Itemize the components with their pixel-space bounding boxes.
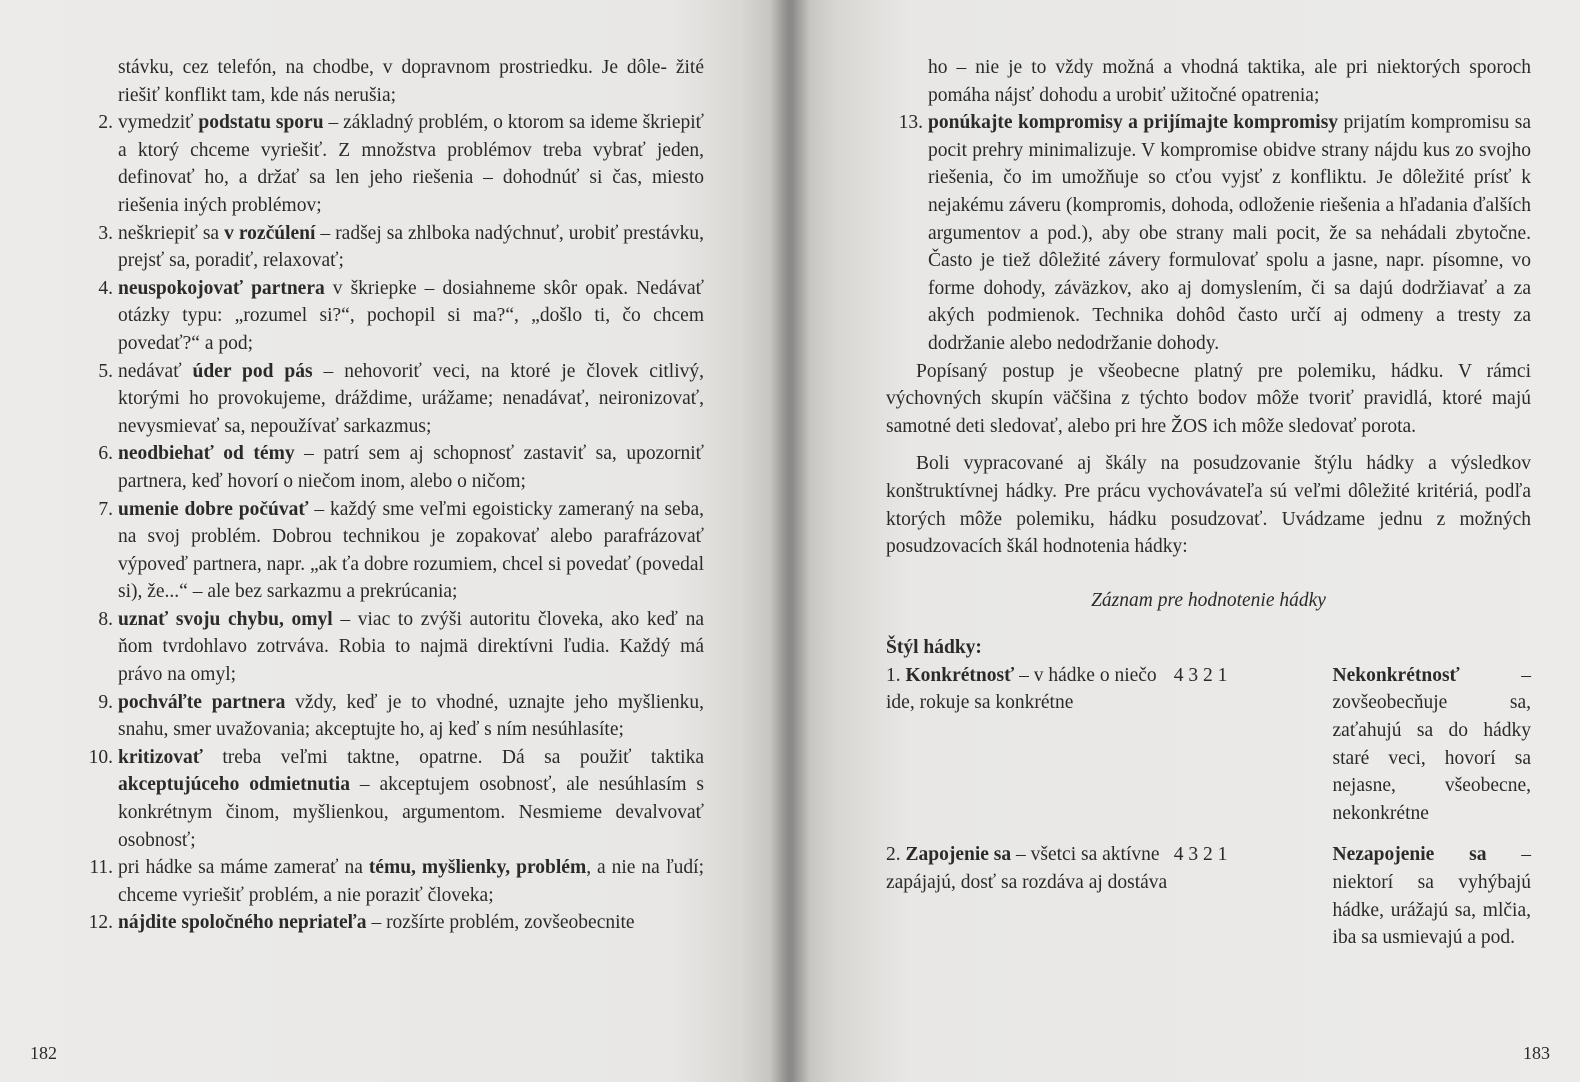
item-content [928,109,1531,357]
item-text: treba veľmi taktne, opatrne. Dá sa použiť taktika [202,746,704,768]
item-text: vždy, keď je to vhodné, uznajte jeho myšlienku, snahu, smer uvažovania; akceptujte ho, aj keď s ním nesúhlasíte; [118,691,704,741]
scale-number: 1. [886,664,901,686]
item-text: nedávať [118,360,193,382]
scale-values: 4 3 2 1 [1173,844,1228,866]
item-number: 8. [98,608,113,630]
item-bold: kritizovať [118,746,203,768]
intro-line-2: žité riešiť konflikt tam, kde nás nerušia; [118,57,704,106]
item-content [118,358,704,441]
list-item [76,909,704,937]
item-text: – základný problém, o ktorom sa ideme škriepiť a ktorý chceme vyriešiť. Z množstva problémov treba vybrať jeden, definovať ho, a držať sa len jeho riešenia – dohodnúť si čas, miesto riešenia iných problémov; [118,112,705,216]
book-gutter [770,0,810,1082]
scale-number: 2. [886,844,901,866]
item-number: 9. [98,691,113,713]
item-text: – rozšírte problém, zovšeobecnite [366,912,635,934]
item-bold: tému, myšlienky, problém [368,857,587,879]
item-bold: podstatu sporu [198,112,324,134]
list-item [76,358,704,441]
item-text: prijatím kompromisu sa pocit prehry minimalizuje. V kompromise obidve strany nájdu kus zo svojho riešenia, čo im umožňuje so cťou vyjsť z konfliktu. Je dôležité prísť k nejakému záveru (kompromis, dohoda, odloženie riešenia a hľadania ďalších argumentov a pod.), aby obe strany mali pocit, že sa nehádali zbytočne. Často je tiež dôležité závery formulovať spolu a jasne, napr. písomne, vo forme dohody, záväzkov, ako aj domyslením, či sa dajú dodržiavať a za akých podmienok. Technika dohôd často určí aj odmeny a tresty za dodržanie alebo nedodržanie dohody. [928,112,1531,354]
item-text: – nehovoriť veci, na ktoré je človek citlivý, ktorými ho provokujeme, dráždime, urážame; nenadávať, neironizovať, nevysmievať sa, nepoužívať sarkazmus; [118,360,704,437]
item-number: 2. [98,112,113,134]
left-page-text [76,54,704,937]
item-number: 4. [98,277,113,299]
list-item [76,744,704,854]
item-content [118,496,704,606]
list-item [76,220,704,275]
item-text: vymedziť [118,112,199,134]
list-item [76,109,704,219]
list-item [76,689,704,744]
list-item-13 [886,109,1531,357]
scale-right-text: – zovšeobecňuje sa, zaťahujú sa do hádky staré veci, hovorí sa nejasne, všeobecne, nekonkrétne [1332,664,1531,824]
scale-right-text: – niektorí sa vyhýbajú hádke, urážajú sa, mlčia, iba sa usmievajú a pod. [1332,844,1531,949]
scale-right-bold: Nekonkrétnosť [1332,664,1460,686]
item-text: – radšej sa zhlboka nadýchnuť, urobiť prestávku, prejsť sa, poradiť, relaxovať; [118,222,704,272]
list-item [76,854,704,909]
item-text: v škriepke – dosiahneme skôr opak. Nedávať otázky typu: „rozumel si?“, pochopil si ma?“, „došlo ti, čo chcem povedať?“ a pod; [118,277,704,354]
item-number: 6. [98,443,113,465]
item-content [118,440,704,495]
item-number: 10. [88,746,113,768]
item-bold: v rozčúlení [224,222,316,244]
item-content [118,275,704,358]
scale-row [886,841,1531,951]
item-text: neškriepiť sa [118,222,225,244]
intro-line-1: stávku, cez telefón, na chodbe, v dopravnom prostriedku. Je dôle- [118,57,667,78]
scale-left-criterion [886,662,1174,828]
item-text: pri hádke sa máme zamerať na [118,857,369,879]
item-bold: neodbiehať od témy [118,443,295,465]
item-content [118,689,704,744]
scale-title: Štýl hádky: [886,637,982,659]
item-content [118,854,704,909]
list-item [76,275,704,358]
paragraph-1: Popísaný postup je všeobecne platný pre polemiku, hádku. V rámci výchovných skupín väčšina z týchto bodov môže tvoriť pravidlá, ktoré majú samotné deti sledovať, alebo pri hre ŽOS ich môže sledovať porota. [886,360,1531,437]
rules-list [76,109,704,937]
scale-left-criterion [886,841,1174,951]
item-number: 5. [98,360,113,382]
item-content [118,909,704,937]
right-page-text [886,54,1531,966]
item-content [118,744,704,854]
list-item [76,606,704,689]
item-bold: pochváľte partnera [118,691,286,713]
list-item [76,440,704,495]
page-number-right: 183 [1523,1043,1550,1063]
item-text: – viac to zvýši autoritu človeka, ako keď na ňom tvrdohlavo zotrváva. Robia to najmä direktívni ľudia. Každý má právo na omyl; [118,608,704,686]
right-page [790,0,1580,1082]
rating-scales [886,662,1531,952]
intro-text [76,54,704,109]
item-text: – akceptujem osobnosť, ale nesúhlasím s konkrétnym činom, myšlienkou, argumentom. Nesmieme devalvovať osobnosť; [118,774,704,851]
item-bold: úder pod pás [192,360,313,382]
page-number-left: 182 [30,1043,57,1063]
item-number: 3. [98,222,113,244]
item-text: , a nie na ľudí; chceme vyriešiť problém, a nie poraziť človeka; [118,857,705,906]
item-number: 7. [98,498,113,520]
item-text: – patrí sem aj schopnosť zastaviť sa, upozorniť partnera, keď hovorí o niečom inom, alebo o ničom; [118,443,704,492]
item-bold: neuspokojovať partnera [118,277,325,299]
paragraph-2: Boli vypracované aj škály na posudzovanie štýlu hádky a výsledkov konštruktívnej hádky. Pre prácu vychovávateľa sú veľmi dôležité kritériá, podľa ktorých môže polemiku, hádku posudzovať. Uvádzame jednu z možných posudzovacích škál hodnotenia hádky: [886,453,1531,558]
item-bold: uznať svoju chybu, omyl [118,608,333,630]
item-content [118,220,704,275]
form-heading: Záznam pre hodnotenie hádky [1091,589,1326,611]
scale-left-text: – v hádke o niečo ide, rokuje sa konkrétne [886,664,1157,714]
item-bold: nájdite spoločného nepriateľa [118,912,367,934]
scale-values: 4 3 2 1 [1173,664,1228,686]
scale-left-bold: Konkrétnosť [905,664,1015,686]
scale-right-criterion [1333,662,1531,828]
scale-left-text: – všetci sa aktívne zapájajú, dosť sa rozdáva aj dostáva [886,844,1168,894]
item-text: – každý sme veľmi egoisticky zameraný na seba, na svoj problém. Dobrou technikou je zopakovať alebo parafrázovať výpoveď partnera, napr. „ak ťa dobre rozumiem, chcel si povedať (povedal si), že...“ – ale bez sarkazmu a prekrúcania; [118,498,704,603]
item-content [118,606,704,689]
item-number: 11. [89,857,113,879]
scale-row [886,662,1531,828]
item-number: 12. [88,912,113,934]
item-bold: umenie dobre počúvať [118,498,309,520]
scale-right-criterion [1333,841,1531,951]
list-item [76,496,704,606]
continuation-text: ho – nie je to vždy možná a vhodná taktika, ale pri niektorých sporoch pomáha nájsť dohodu a urobiť užitočné opatrenia; [928,57,1531,106]
item-bold: akceptujúceho odmietnutia [118,774,350,796]
item-number: 13. [898,112,923,134]
item-bold: ponúkajte kompromisy a prijímajte kompromisy [928,112,1339,134]
scale-left-bold: Zapojenie sa [905,844,1012,866]
item-content [118,109,704,219]
scale-right-bold: Nezapojenie sa [1332,844,1487,866]
